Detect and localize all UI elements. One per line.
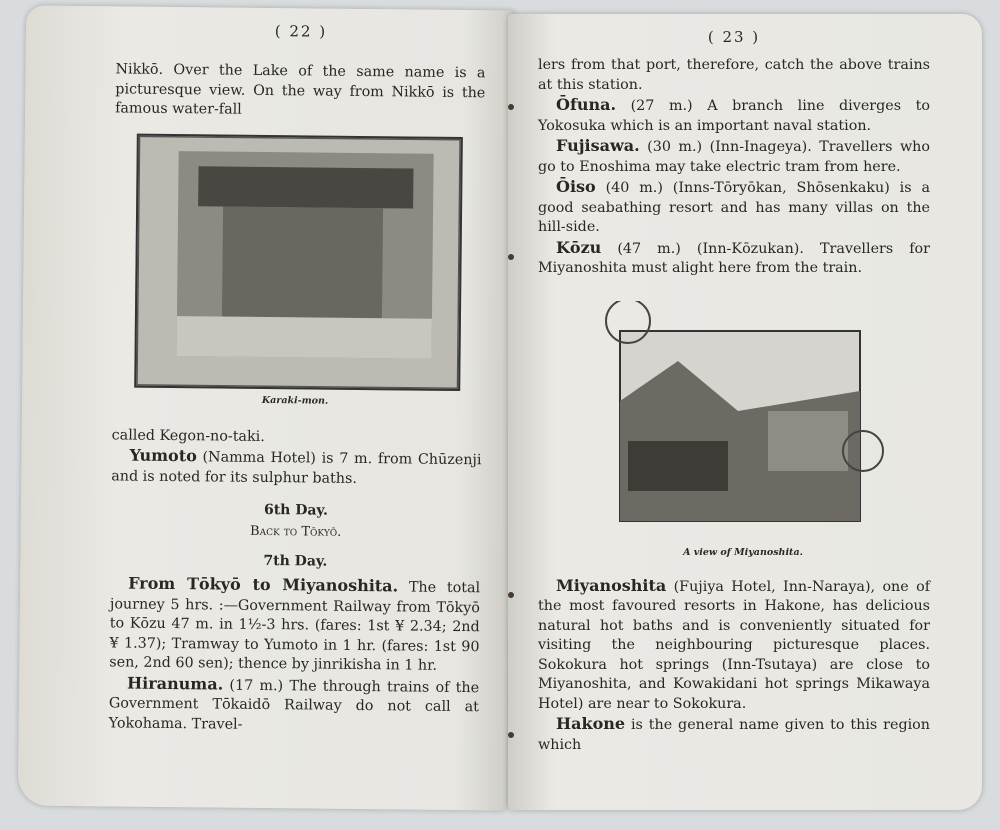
figure-caption: Karaki-mon. — [261, 394, 329, 407]
text: (30 m.) (Inn-Inageya). Travellers who go to Enoshima may take electric tram from here. — [538, 139, 930, 175]
place-name: Hakone — [556, 714, 626, 733]
place-name: Fujisawa. — [556, 136, 640, 155]
text: is the general name given to this region which — [538, 717, 930, 753]
miyanoshita-illustration — [598, 301, 888, 541]
paragraph — [109, 673, 480, 737]
place-name: Miyanoshita — [556, 575, 667, 595]
paragraph — [538, 136, 930, 177]
paragraph — [538, 576, 930, 715]
landscape-image — [598, 301, 888, 541]
right-page — [508, 14, 982, 810]
place-name: Hiranuma. — [127, 673, 224, 694]
page-number: ( 22 ) — [274, 22, 328, 41]
binding-staple — [508, 254, 514, 260]
place-name: Ōiso — [556, 177, 596, 196]
place-name: Yumoto — [129, 445, 197, 466]
binding-staple — [508, 592, 514, 598]
temple-gate-image — [136, 135, 461, 388]
text: (17 m.) The through trains of the Government Tōkaidō Railway do not call at Yokohama. Travel- — [108, 677, 480, 733]
route-heading: From Tōkyō to Miyanoshita. — [128, 573, 399, 596]
paragraph — [538, 95, 930, 136]
paragraph: called Kegon-no-taki. — [111, 426, 265, 445]
paragraph — [538, 714, 930, 755]
day-text: Back to Tōkyō. — [249, 523, 342, 540]
place-name: Kōzu — [556, 237, 602, 257]
text: (Namma Hotel) is 7 m. from Chūzenji and is noted for its sulphur baths. — [111, 449, 482, 487]
text: (Fujiya Hotel, Inn-Naraya), one of the most favoured resorts in Hakone, has delicious natural hot baths and is conveniently situated for visiting the neighbouring picturesque places. Sokokura hot springs (Inn-Tsutaya) are close to Miyanoshita, and Kowakidani hot springs Mikawaya Hotel) are near to Sokokura. — [538, 578, 930, 712]
paragraph: lers from that port, therefore, catch the above trains at this station. — [538, 57, 930, 93]
paragraph — [111, 445, 481, 490]
paragraph: Nikkō. Over the Lake of the same name is a picturesque view. On the way from Nikkō is the famous water-fall — [115, 61, 486, 118]
figure-caption: A view of Miyanoshita. — [683, 546, 803, 558]
paragraph — [538, 177, 930, 238]
place-name: Ōfuna. — [556, 95, 617, 114]
text: (27 m.) A branch line diverges to Yokosuka which is an important naval station. — [538, 98, 930, 134]
day-heading: 7th Day. — [263, 552, 328, 570]
karaki-mon-illustration — [134, 133, 463, 390]
paragraph — [109, 573, 480, 676]
paragraph — [538, 238, 930, 279]
binding-staple — [508, 732, 514, 738]
binding-staple — [508, 104, 514, 110]
day-heading: 6th Day. — [263, 501, 328, 519]
text: The total journey 5 hrs. :—Government Railway from Tōkyō to Kōzu 47 m. in 1½-3 hrs. (fares: 1st ¥ 2.34; 2nd ¥ 1.37); Tramway to Yumoto in 1 hr. (fares: 1st 90 sen, 2nd 60 sen); thence by jinrikisha in 1 hr. — [109, 579, 481, 674]
page-number: ( 23 ) — [707, 28, 761, 46]
left-page — [18, 5, 514, 810]
text: (47 m.) (Inn-Kōzukan). Travellers for Miyanoshita must alight here from the train. — [538, 240, 930, 276]
text: (40 m.) (Inns-Tōryōkan, Shōsenkaku) is a good seabathing resort and has many villas on the hill-side. — [538, 180, 930, 235]
